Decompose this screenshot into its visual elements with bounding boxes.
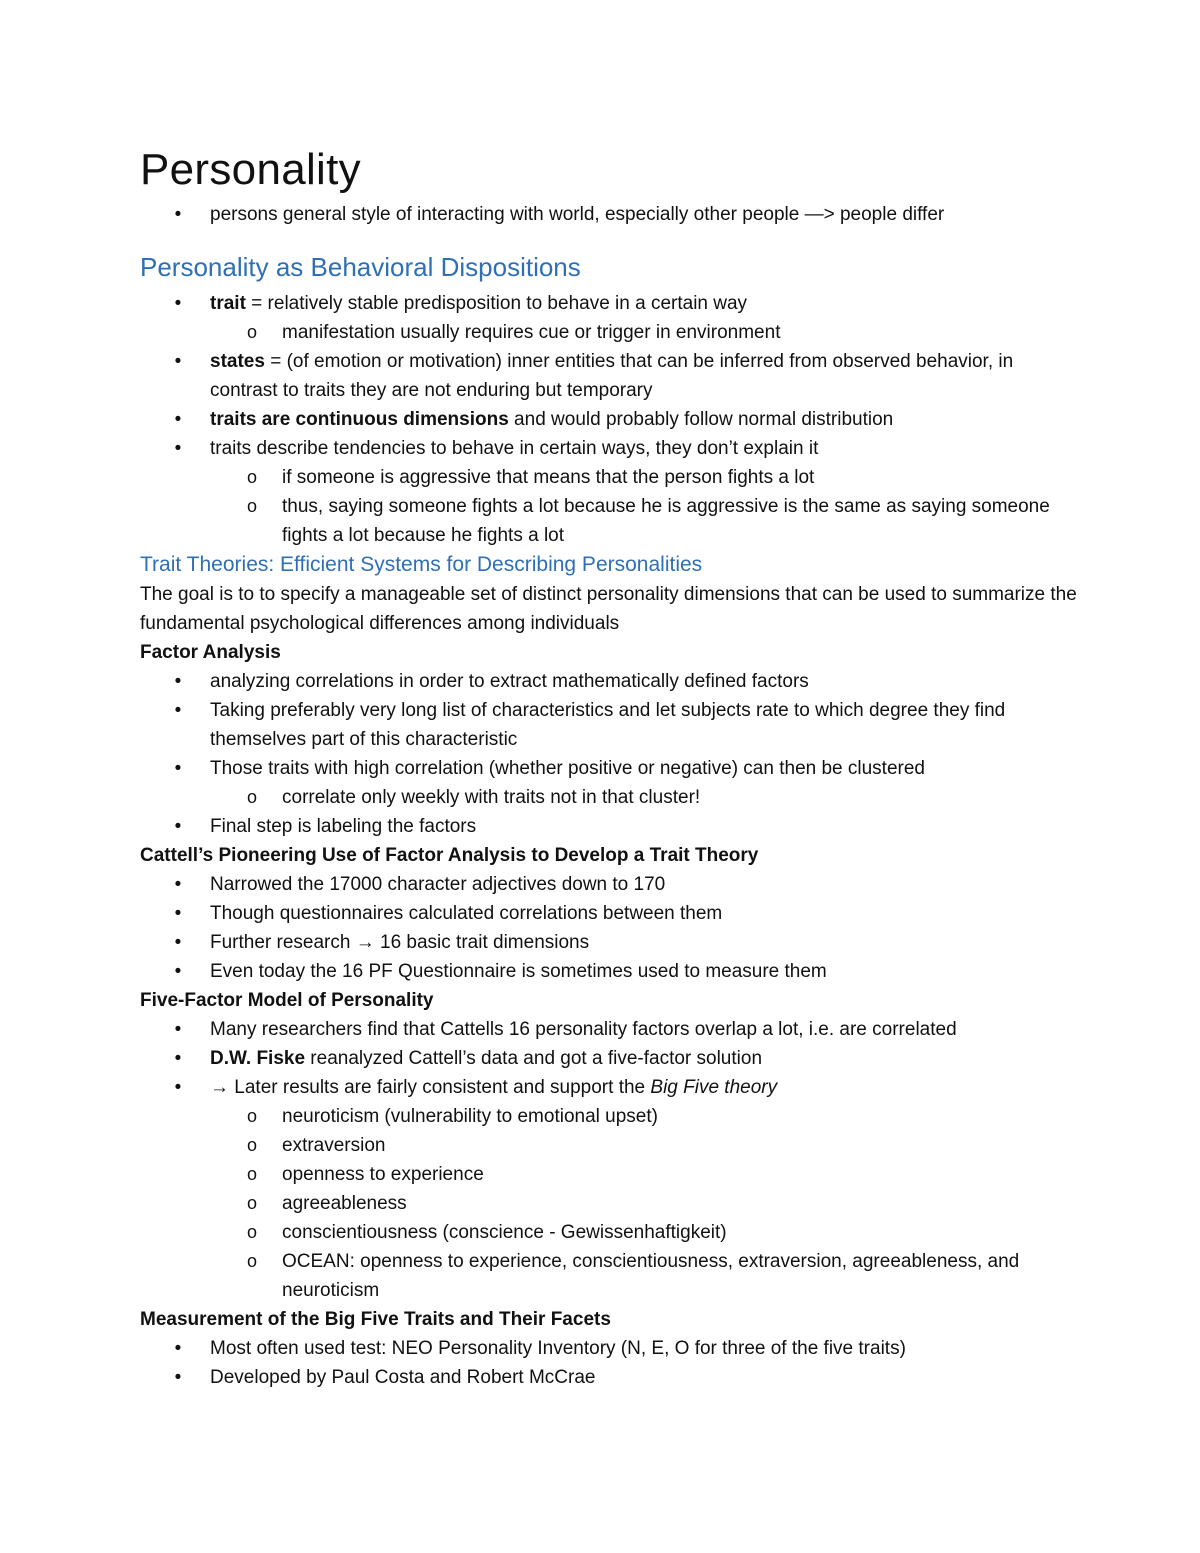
circle-bullet-icon	[244, 783, 260, 812]
factor-analysis-list	[140, 667, 1080, 841]
circle-bullet-icon	[244, 318, 260, 347]
bullet-icon	[172, 1334, 184, 1363]
list-item: • Taking preferably very long list of characteristics and let subjects rate to which degree they find themselves part of this characteristic	[140, 696, 1080, 754]
measurement-list	[140, 1334, 1080, 1392]
bullet-icon	[172, 1073, 184, 1102]
bullet-icon	[172, 405, 184, 434]
bullet-icon	[172, 754, 184, 783]
bullet-icon	[172, 812, 184, 841]
five-factor-list	[140, 1015, 1080, 1305]
list-item: • Narrowed the 17000 character adjectives down to 170	[140, 870, 1080, 899]
sub-list-item: o conscientiousness (conscience - Gewissenhaftigkeit)	[140, 1218, 1080, 1247]
list-item: • D.W. Fiske reanalyzed Cattell’s data and got a five-factor solution	[140, 1044, 1080, 1073]
bullet-icon	[172, 1044, 184, 1073]
intro-list	[140, 200, 1080, 229]
subheading-measurement: Measurement of the Big Five Traits and Their Facets	[140, 1309, 611, 1330]
subheading-factor-analysis: Factor Analysis	[140, 642, 281, 663]
sub-list-item: o if someone is aggressive that means that the person fights a lot	[140, 463, 1080, 492]
section-heading-trait-theories: Trait Theories: Efficient Systems for Describing Personalities	[140, 553, 703, 576]
bullet-icon	[172, 1363, 184, 1392]
list-item: • Those traits with high correlation (whether positive or negative) can then be clustered	[140, 754, 1080, 783]
subheading-cattell: Cattell’s Pioneering Use of Factor Analysis to Develop a Trait Theory	[140, 845, 759, 866]
bullet-icon	[172, 434, 184, 463]
circle-bullet-icon	[244, 463, 260, 492]
circle-bullet-icon	[244, 1131, 260, 1160]
subheading-five-factor: Five-Factor Model of Personality	[140, 990, 434, 1011]
list-item: • Though questionnaires calculated correlations between them	[140, 899, 1080, 928]
page-title: Personality	[140, 145, 361, 194]
list-item: • persons general style of interacting with world, especially other people —> people differ	[140, 200, 1080, 229]
arrow-right-icon: →	[210, 1077, 229, 1098]
section-heading-behavioral-dispositions: Personality as Behavioral Dispositions	[140, 252, 581, 282]
list-item: • → Later results are fairly consistent and support the Big Five theory	[140, 1073, 1080, 1102]
bullet-icon	[172, 1015, 184, 1044]
list-item: • traits are continuous dimensions and would probably follow normal distribution	[140, 405, 1080, 434]
circle-bullet-icon	[244, 1102, 260, 1131]
sub-list-item: o extraversion	[140, 1131, 1080, 1160]
sub-list-item: o openness to experience	[140, 1160, 1080, 1189]
list-item: • Further research → 16 basic trait dimensions	[140, 928, 1080, 957]
circle-bullet-icon	[244, 492, 260, 521]
list-item: • Many researchers find that Cattells 16 personality factors overlap a lot, i.e. are correlated	[140, 1015, 1080, 1044]
bullet-icon	[172, 200, 184, 229]
sub-list-item: o correlate only weekly with traits not in that cluster!	[140, 783, 1080, 812]
circle-bullet-icon	[244, 1247, 260, 1276]
circle-bullet-icon	[244, 1189, 260, 1218]
paragraph-goal: The goal is to to specify a manageable set of distinct personality dimensions that can be used to summarize the fundamental psychological differences among individuals	[140, 584, 1077, 634]
document-page	[140, 140, 1080, 1392]
sub-list-item: o agreeableness	[140, 1189, 1080, 1218]
list-item: • trait = relatively stable predisposition to behave in a certain way	[140, 289, 1080, 318]
bullet-icon	[172, 928, 184, 957]
list-item: • Final step is labeling the factors	[140, 812, 1080, 841]
bullet-icon	[172, 899, 184, 928]
bullet-icon	[172, 667, 184, 696]
list-item: • Most often used test: NEO Personality Inventory (N, E, O for three of the five traits)	[140, 1334, 1080, 1363]
list-item: • states = (of emotion or motivation) inner entities that can be inferred from observed behavior, in contrast to traits they are not enduring but temporary	[140, 347, 1080, 405]
sub-list-item: o manifestation usually requires cue or trigger in environment	[140, 318, 1080, 347]
circle-bullet-icon	[244, 1160, 260, 1189]
cattell-list	[140, 870, 1080, 986]
bullet-icon	[172, 870, 184, 899]
bullet-icon	[172, 289, 184, 318]
sub-list-item: o OCEAN: openness to experience, conscientiousness, extraversion, agreeableness, and neuroticism	[140, 1247, 1080, 1305]
sub-list-item: o thus, saying someone fights a lot because he is aggressive is the same as saying someone fights a lot because he fights a lot	[140, 492, 1080, 550]
list-item: • analyzing correlations in order to extract mathematically defined factors	[140, 667, 1080, 696]
bullet-icon	[172, 347, 184, 376]
arrow-right-icon: →	[355, 932, 375, 953]
bullet-icon	[172, 957, 184, 986]
list-item: • traits describe tendencies to behave in certain ways, they don’t explain it	[140, 434, 1080, 463]
list-item: • Even today the 16 PF Questionnaire is sometimes used to measure them	[140, 957, 1080, 986]
sub-list-item: o neuroticism (vulnerability to emotional upset)	[140, 1102, 1080, 1131]
dispositions-list	[140, 289, 1080, 550]
circle-bullet-icon	[244, 1218, 260, 1247]
list-item: • Developed by Paul Costa and Robert McCrae	[140, 1363, 1080, 1392]
bullet-icon	[172, 696, 184, 725]
